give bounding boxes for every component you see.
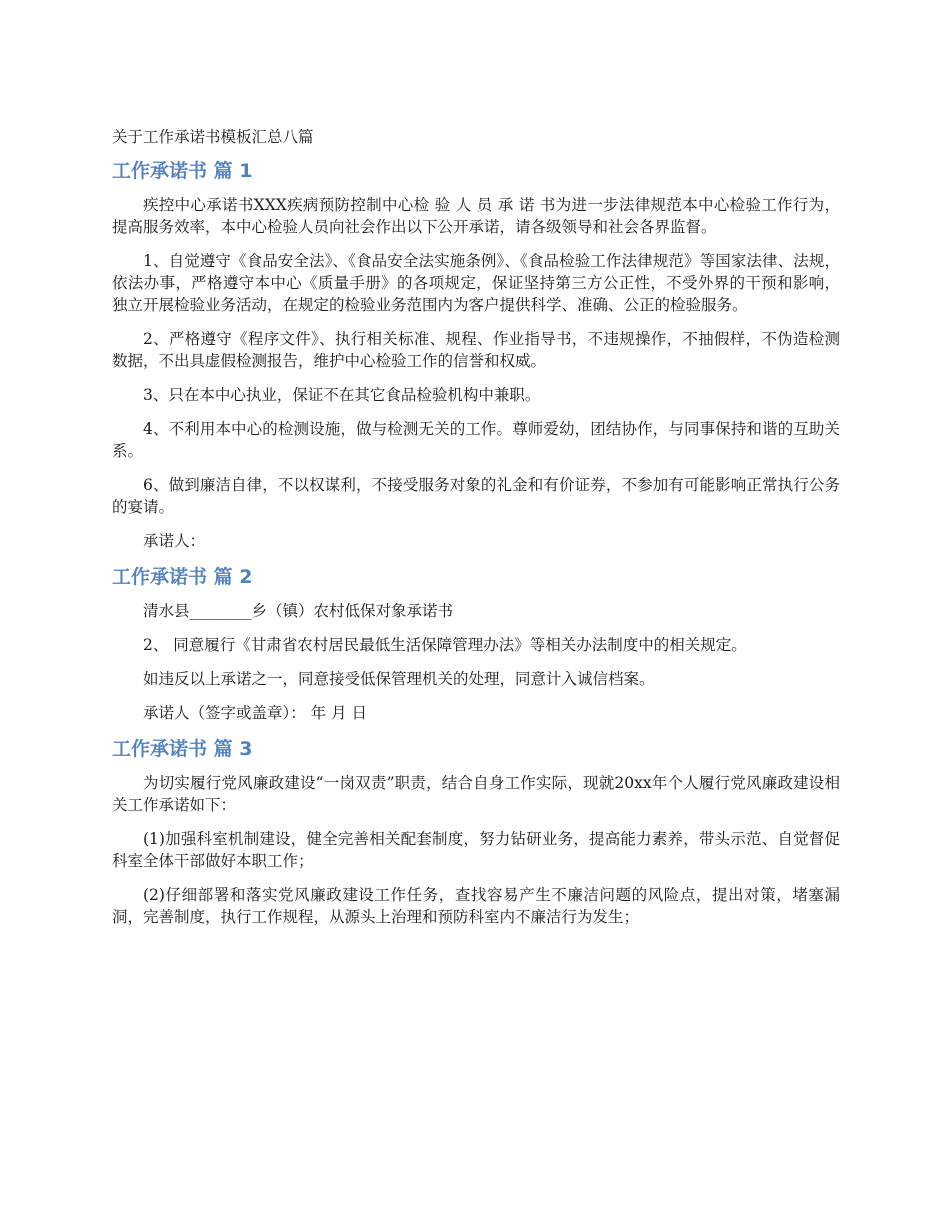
paragraph: 3、只在本中心执业，保证不在其它食品检验机构中兼职。 bbox=[143, 386, 541, 404]
signature-line: 承诺人（签字或盖章）： 年 月 日 bbox=[143, 704, 368, 722]
section-heading: 工作承诺书 篇 2 bbox=[112, 566, 253, 588]
paragraph: 疾控中心承诺书XXX疾病预防控制中心检 验 人 员 承 诺 书为进一步法律规范本中心检验工作行为，提高服务效率，本中心检验人员向社会作出以下公开承诺，请各级领导和社会各界监督。 bbox=[112, 196, 840, 236]
section-3 bbox=[112, 736, 840, 928]
section-heading: 工作承诺书 篇 1 bbox=[112, 160, 253, 182]
paragraph: 清水县________乡（镇）农村低保对象承诺书 bbox=[143, 602, 454, 620]
section-heading: 工作承诺书 篇 3 bbox=[112, 738, 253, 760]
paragraph: 4、不利用本中心的检测设施，做与检测无关的工作。尊师爱幼，团结协作，与同事保持和谐的互助关系。 bbox=[112, 420, 840, 460]
paragraph: 为切实履行党风廉政建设“一岗双责”职责，结合自身工作实际，现就20xx年个人履行党风廉政建设相关工作承诺如下： bbox=[112, 774, 840, 814]
paragraph: 如违反以上承诺之一，同意接受低保管理机关的处理，同意计入诚信档案。 bbox=[143, 670, 655, 688]
paragraph: 1、自觉遵守《食品安全法》、《食品安全法实施条例》、《食品检验工作法律规范》等国家法律、法规，依法办事，严格遵守本中心《质量手册》的各项规定，保证坚持第三方公正性，不受外界的干预和影响，独立开展检验业务活动，在规定的检验业务范围内为客户提供科学、准确、公正的检验服务。 bbox=[112, 252, 840, 314]
document-title: 关于工作承诺书模板汇总八篇 bbox=[112, 128, 314, 146]
section-1 bbox=[112, 158, 840, 552]
paragraph: 2、严格遵守《程序文件》、执行相关标准、规程、作业指导书，不违规操作，不抽假样，不伪造检测数据，不出具虚假检测报告，维护中心检验工作的信誉和权威。 bbox=[112, 330, 840, 370]
signature-line: 承诺人： bbox=[143, 532, 206, 550]
paragraph: (2)仔细部署和落实党风廉政建设工作任务，查找容易产生不廉洁问题的风险点，提出对策，堵塞漏洞，完善制度，执行工作规程，从源头上治理和预防科室内不廉洁行为发生； bbox=[112, 886, 840, 926]
section-2 bbox=[112, 564, 840, 724]
document-page bbox=[112, 124, 840, 940]
paragraph: 2、 同意履行《甘肃省农村居民最低生活保障管理办法》等相关办法制度中的相关规定。 bbox=[143, 636, 747, 654]
paragraph: 6、做到廉洁自律，不以权谋利，不接受服务对象的礼金和有价证券，不参加有可能影响正常执行公务的宴请。 bbox=[112, 476, 840, 516]
paragraph: (1)加强科室机制建设，健全完善相关配套制度，努力钻研业务，提高能力素养，带头示范、自觉督促科室全体干部做好本职工作； bbox=[112, 830, 840, 870]
